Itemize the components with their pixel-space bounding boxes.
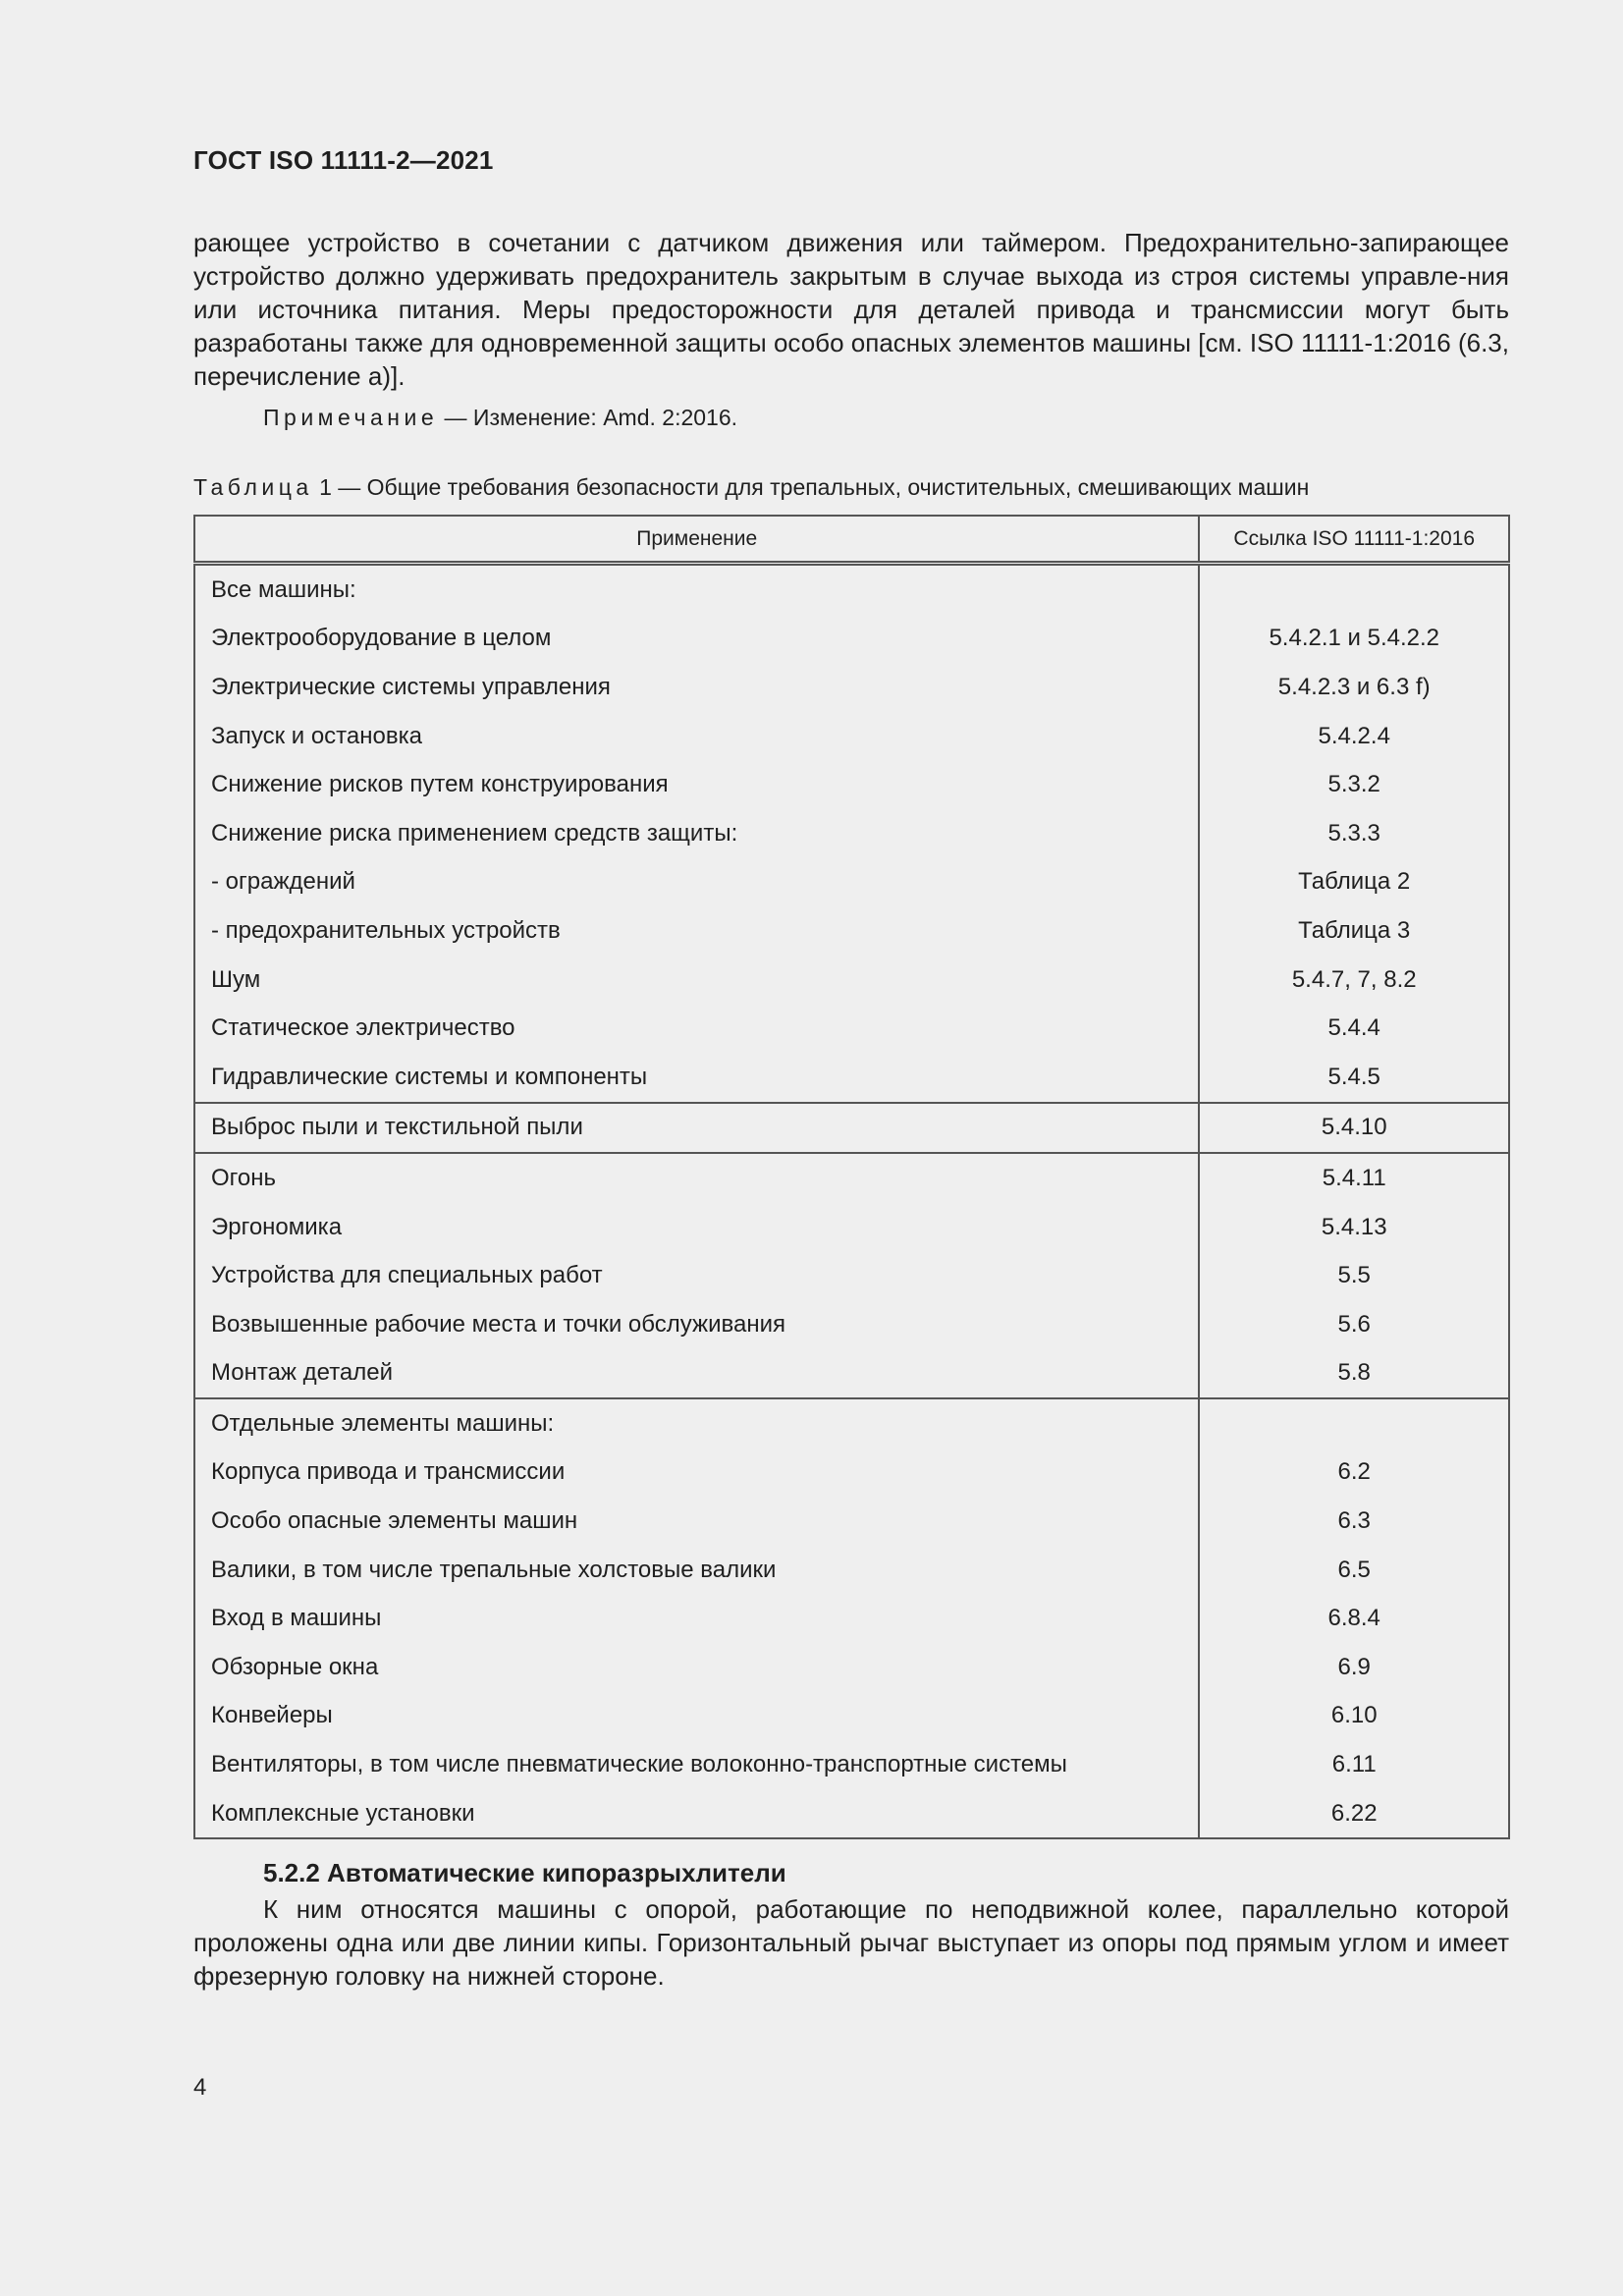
table-row bbox=[194, 760, 1509, 809]
row-reference: 5.4.10 bbox=[1199, 1103, 1509, 1154]
row-application: Вход в машины bbox=[194, 1594, 1199, 1643]
table-header-row bbox=[194, 516, 1509, 564]
table-row bbox=[194, 1497, 1509, 1546]
row-reference: 5.8 bbox=[1199, 1349, 1509, 1399]
table-row bbox=[194, 906, 1509, 956]
row-application: Отдельные элементы машины: bbox=[194, 1398, 1199, 1449]
row-application: Корпуса привода и трансмиссии bbox=[194, 1449, 1199, 1498]
row-reference: 5.3.2 bbox=[1199, 760, 1509, 809]
table-row bbox=[194, 712, 1509, 761]
row-reference: 6.10 bbox=[1199, 1692, 1509, 1741]
row-application: Все машины: bbox=[194, 564, 1199, 615]
row-application: Монтаж деталей bbox=[194, 1349, 1199, 1399]
table-row bbox=[194, 1546, 1509, 1595]
table-caption-text: 1 — Общие требования безопасности для трепальных, очистительных, смешивающих машин bbox=[312, 474, 1310, 500]
row-reference: 5.4.11 bbox=[1199, 1153, 1509, 1203]
table-caption-label: Таблица bbox=[193, 474, 313, 500]
table-row bbox=[194, 1300, 1509, 1349]
row-application: Эргономика bbox=[194, 1203, 1199, 1252]
table-row bbox=[194, 615, 1509, 664]
row-reference: 6.9 bbox=[1199, 1643, 1509, 1692]
row-reference bbox=[1199, 1398, 1509, 1449]
note-text: Изменение: Amd. 2:2016. bbox=[472, 405, 738, 430]
table-row bbox=[194, 1203, 1509, 1252]
intro-paragraph: рающее устройство в сочетании с датчиком движения или таймером. Предохранительно-запирающее устройство должно удерживать предохранитель закрытым в случае выхода из строя системы управле-ния или источника питания. Меры предосторожности для деталей привода и трансмиссии могут быть разработаны также для одновременной защиты особо опасных элементов машины [см. ISO 11111-1:2016 (6.3, перечисление а)]. bbox=[193, 228, 1509, 391]
row-reference: Таблица 2 bbox=[1199, 858, 1509, 907]
row-reference: 6.5 bbox=[1199, 1546, 1509, 1595]
row-application: Шум bbox=[194, 956, 1199, 1005]
section-body-text: К ним относятся машины с опорой, работающие по неподвижной колее, параллельно которой проложены одна или две линии кипы. Горизонтальный рычаг выступает из опоры под прямым углом и имеет фрезерную головку на нижней стороне. bbox=[193, 1894, 1509, 1991]
row-application: Гидравлические системы и компоненты bbox=[194, 1053, 1199, 1103]
row-reference: Таблица 3 bbox=[1199, 906, 1509, 956]
table-row bbox=[194, 1740, 1509, 1789]
table-row bbox=[194, 1398, 1509, 1449]
table-row bbox=[194, 1643, 1509, 1692]
row-application: Валики, в том числе трепальные холстовые валики bbox=[194, 1546, 1199, 1595]
table-row bbox=[194, 663, 1509, 712]
row-reference: 5.4.2.4 bbox=[1199, 712, 1509, 761]
row-reference: 5.4.5 bbox=[1199, 1053, 1509, 1103]
table-row bbox=[194, 1789, 1509, 1839]
row-reference: 6.22 bbox=[1199, 1789, 1509, 1839]
row-reference: 5.4.7, 7, 8.2 bbox=[1199, 956, 1509, 1005]
note-dash: — bbox=[438, 405, 473, 430]
row-application: Особо опасные элементы машин bbox=[194, 1497, 1199, 1546]
row-reference: 6.8.4 bbox=[1199, 1594, 1509, 1643]
row-application: Огонь bbox=[194, 1153, 1199, 1203]
requirements-table bbox=[193, 515, 1510, 1839]
row-application: Снижение риска применением средств защиты: bbox=[194, 809, 1199, 858]
row-application: Возвышенные рабочие места и точки обслуживания bbox=[194, 1300, 1199, 1349]
table-row bbox=[194, 1594, 1509, 1643]
row-application: Конвейеры bbox=[194, 1692, 1199, 1741]
table-row bbox=[194, 564, 1509, 615]
table-row bbox=[194, 858, 1509, 907]
row-application: - ограждений bbox=[194, 858, 1199, 907]
row-reference: 5.6 bbox=[1199, 1300, 1509, 1349]
row-application: Статическое электричество bbox=[194, 1004, 1199, 1053]
table-row bbox=[194, 1103, 1509, 1154]
row-reference: 5.4.2.1 и 5.4.2.2 bbox=[1199, 615, 1509, 664]
row-application: Обзорные окна bbox=[194, 1643, 1199, 1692]
table-row bbox=[194, 1004, 1509, 1053]
row-application: Снижение рисков путем конструирования bbox=[194, 760, 1199, 809]
column-header-application: Применение bbox=[194, 516, 1199, 564]
row-reference: 6.2 bbox=[1199, 1449, 1509, 1498]
row-application: Устройства для специальных работ bbox=[194, 1251, 1199, 1300]
row-reference: 5.4.2.3 и 6.3 f) bbox=[1199, 663, 1509, 712]
row-application: Запуск и остановка bbox=[194, 712, 1199, 761]
row-reference: 5.4.4 bbox=[1199, 1004, 1509, 1053]
note-label: Примечание bbox=[263, 405, 439, 430]
table-row bbox=[194, 956, 1509, 1005]
row-reference bbox=[1199, 564, 1509, 615]
row-application: Выброс пыли и текстильной пыли bbox=[194, 1103, 1199, 1154]
row-application: Электрические системы управления bbox=[194, 663, 1199, 712]
row-reference: 6.3 bbox=[1199, 1497, 1509, 1546]
row-reference: 5.3.3 bbox=[1199, 809, 1509, 858]
document-header: ГОСТ ISO 11111-2—2021 bbox=[193, 145, 494, 175]
table-row bbox=[194, 1692, 1509, 1741]
table-row bbox=[194, 1251, 1509, 1300]
column-header-reference: Ссылка ISO 11111-1:2016 bbox=[1199, 516, 1509, 564]
page-number: 4 bbox=[193, 2074, 207, 2101]
table-row bbox=[194, 1449, 1509, 1498]
row-application: Комплексные установки bbox=[194, 1789, 1199, 1839]
row-application: - предохранительных устройств bbox=[194, 906, 1199, 956]
row-application: Электрооборудование в целом bbox=[194, 615, 1199, 664]
section-paragraph bbox=[193, 1892, 1509, 1993]
table-row bbox=[194, 1349, 1509, 1399]
section-heading: 5.2.2 Автоматические кипоразрыхлители bbox=[263, 1858, 786, 1887]
table-caption bbox=[193, 474, 1309, 501]
note bbox=[263, 405, 737, 431]
row-application: Вентиляторы, в том числе пневматические волоконно-транспортные системы bbox=[194, 1740, 1199, 1789]
row-reference: 6.11 bbox=[1199, 1740, 1509, 1789]
table-row bbox=[194, 1153, 1509, 1203]
table-row bbox=[194, 809, 1509, 858]
row-reference: 5.5 bbox=[1199, 1251, 1509, 1300]
row-reference: 5.4.13 bbox=[1199, 1203, 1509, 1252]
table-row bbox=[194, 1053, 1509, 1103]
